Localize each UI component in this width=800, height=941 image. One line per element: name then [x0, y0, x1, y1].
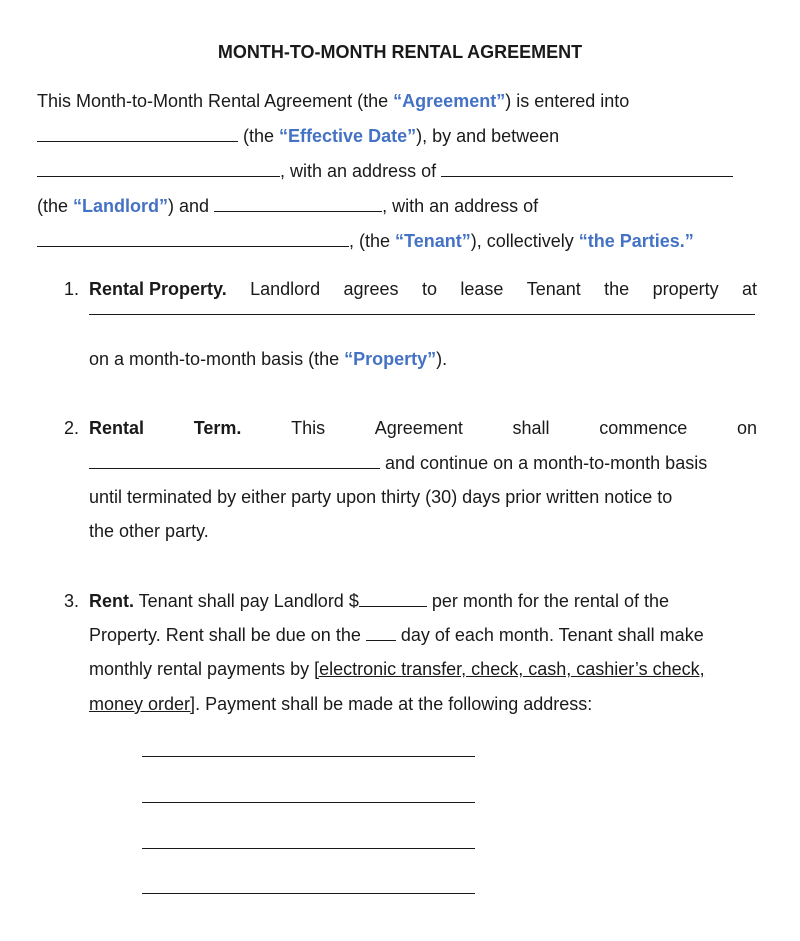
section-2-heading: Term. [193, 418, 242, 438]
section-text: . Payment shall be made at the following address: [195, 694, 593, 714]
payment-address-blank-1[interactable] [142, 756, 475, 757]
defined-term-landlord: “Landlord” [73, 196, 169, 216]
defined-term-agreement: “Agreement” [393, 91, 506, 111]
section-text: ). [436, 349, 448, 369]
document-title: MONTH-TO-MONTH RENTAL AGREEMENT [217, 42, 583, 62]
commence-date-blank[interactable] [89, 452, 380, 469]
intro-text: , with an address of [280, 161, 442, 181]
property-address-blank[interactable] [89, 314, 755, 315]
section-3-line-3 [89, 658, 705, 680]
section-1-line-3 [89, 348, 447, 370]
word: the [604, 279, 630, 299]
payment-address-blank-2[interactable] [142, 802, 475, 803]
section-1-number: 1. [64, 279, 80, 299]
word: agrees [343, 279, 399, 299]
intro-text: ) and [168, 196, 215, 216]
effective-date-blank[interactable] [37, 125, 238, 142]
word: lease [460, 279, 504, 299]
word: This [291, 418, 326, 438]
intro-text: , (the [349, 231, 396, 251]
word: Agreement [374, 418, 463, 438]
intro-text: (the [238, 126, 280, 146]
defined-term-tenant: “Tenant” [395, 231, 471, 251]
section-text: Property. Rent shall be due on the [89, 625, 366, 645]
section-3-line-1 [89, 590, 669, 612]
word: Landlord [250, 279, 321, 299]
intro-text: , with an address of [382, 196, 539, 216]
intro-text: (the [37, 196, 74, 216]
intro-line-3 [37, 160, 733, 182]
tenant-address-blank[interactable] [37, 230, 349, 247]
intro-line-1 [37, 90, 629, 112]
intro-line-2 [37, 125, 559, 147]
section-2-heading: Rental [89, 418, 145, 438]
section-text: monthly rental payments by [89, 659, 315, 679]
intro-line-4 [37, 195, 538, 217]
section-3-heading: Rent. [89, 591, 134, 611]
defined-term-effective-date: “Effective Date” [279, 126, 417, 146]
section-2-line-4: the other party. [89, 521, 209, 541]
payment-methods-options[interactable]: [electronic transfer, check, cash, cashier’s check, [314, 659, 705, 679]
section-2-line-2 [89, 452, 707, 474]
rent-amount-blank[interactable] [359, 590, 427, 607]
defined-term-parties: “the Parties.” [578, 231, 694, 251]
section-text: Tenant shall pay Landlord $ [134, 591, 359, 611]
section-text: day of each month. Tenant shall make [395, 625, 704, 645]
word: commence [599, 418, 688, 438]
word: at [741, 279, 757, 299]
section-text: per month for the rental of the [426, 591, 669, 611]
section-2-number: 2. [64, 418, 80, 438]
section-1-line-1 [89, 278, 757, 300]
tenant-name-blank[interactable] [214, 195, 382, 212]
landlord-name-blank[interactable] [37, 160, 280, 177]
section-3-line-2 [89, 624, 704, 646]
landlord-address-blank[interactable] [441, 160, 733, 177]
section-1-heading: Rental Property. [89, 279, 227, 299]
section-2-line-3: until terminated by either party upon thirty (30) days prior written notice to [89, 487, 673, 507]
section-text: on a month-to-month basis (the [89, 349, 345, 369]
section-2-line-1 [89, 417, 757, 439]
intro-text: ), by and between [416, 126, 560, 146]
intro-text: ), collectively [470, 231, 579, 251]
section-text: and continue on a month-to-month basis [380, 453, 708, 473]
word: shall [512, 418, 550, 438]
payment-address-blank-4[interactable] [142, 893, 475, 894]
word: property [652, 279, 719, 299]
word: on [736, 418, 757, 438]
defined-term-property: “Property” [344, 349, 437, 369]
intro-line-5 [37, 230, 694, 252]
section-3-line-4 [89, 693, 592, 715]
payment-address-blank-3[interactable] [142, 848, 475, 849]
word: Tenant [526, 279, 581, 299]
intro-text: This Month-to-Month Rental Agreement (the [37, 91, 394, 111]
intro-text: ) is entered into [505, 91, 630, 111]
payment-methods-options-end[interactable]: money order] [89, 694, 196, 714]
word: to [421, 279, 437, 299]
due-day-blank[interactable] [366, 624, 396, 641]
section-3-number: 3. [64, 591, 80, 611]
